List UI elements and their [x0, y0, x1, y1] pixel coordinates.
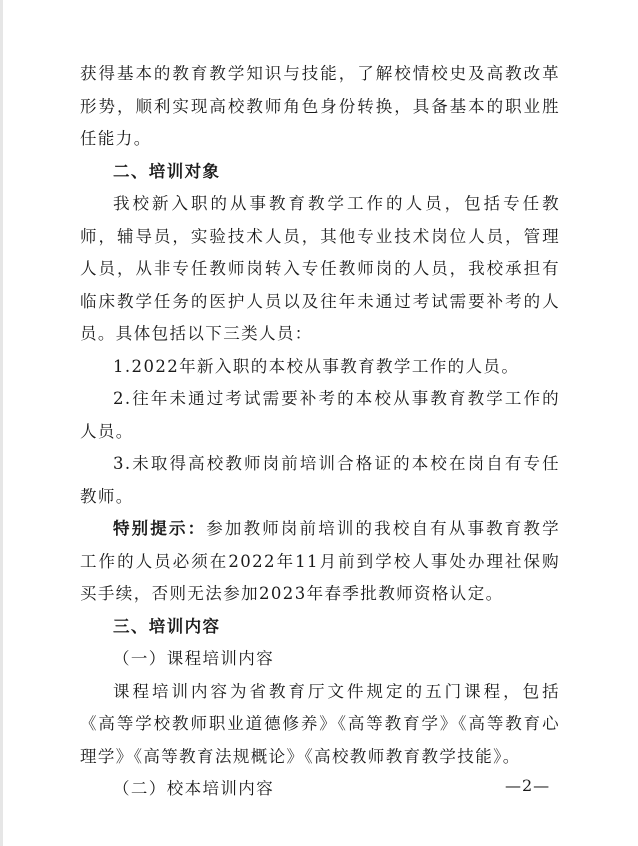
- special-note: [80, 513, 560, 611]
- paragraph-goal-continued: 获得基本的教育教学知识与技能，了解校情校史及高教改革形势，顺利实现高校教师角色身份转换，具备基本的职业胜任能力。: [80, 64, 560, 148]
- special-note-text: 参加教师岗前培训的我校自有从事教育教学工作的人员必须在2022年11月前到学校人事处办理社保购买手续，否则无法参加2023年春季批教师资格认定。: [80, 519, 560, 603]
- list-item-3: 3.未取得高校教师岗前培训合格证的本校在岗自有专任教师。: [80, 454, 560, 506]
- subheading-school-content: （二）校本培训内容: [113, 779, 275, 798]
- list-item-2: 2.往年未通过考试需要补考的本校从事教育教学工作的人员。: [80, 389, 560, 441]
- document-body: [80, 58, 560, 806]
- heading-training-target: 二、培训对象: [113, 161, 221, 181]
- paragraph-course-content: 课程培训内容为省教育厅文件规定的五门课程，包括《高等学校教师职业道德修养》《高等教育学》《高等教育心理学》《高等教育法规概论》《高校教师教育教学技能》。: [80, 681, 560, 766]
- page-number: —2—: [505, 776, 551, 795]
- paragraph-target-description: 我校新入职的从事教育教学工作的人员，包括专任教师，辅导员，实验技术人员，其他专业技术岗位人员，管理人员，从非专任教师岗转入专任教师岗的人员，我校承担有临床教学任务的医护人员以及往年未通过考试需要补考的人员。具体包括以下三类人员：: [80, 194, 560, 343]
- page-edge: [0, 0, 3, 846]
- subheading-course-content: （一）课程培训内容: [113, 649, 275, 668]
- list-item-1: 1.2022年新入职的本校从事教育教学工作的人员。: [113, 356, 520, 376]
- heading-training-content: 三、培训内容: [113, 616, 221, 636]
- special-note-label: 特别提示：: [113, 519, 207, 538]
